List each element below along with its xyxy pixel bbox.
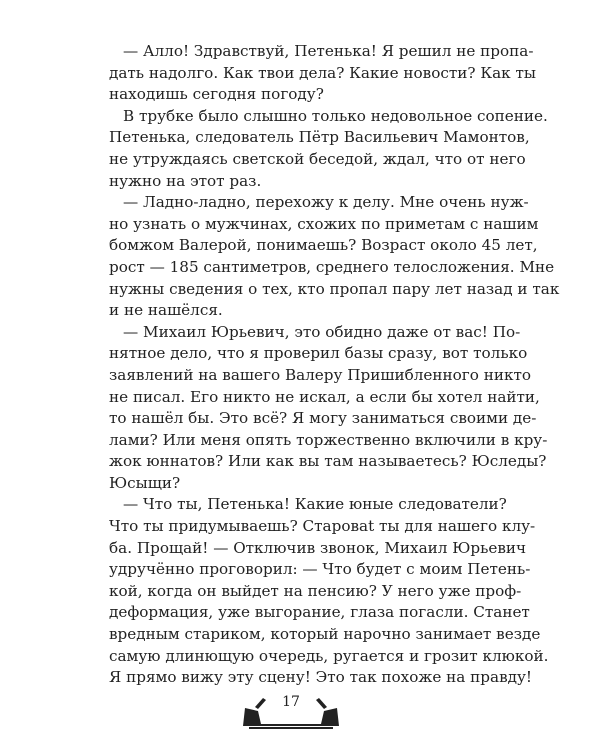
- text-line: нужно на этот раз.: [109, 171, 262, 190]
- text-line: деформация, уже выгорание, глаза погасли. Станет: [109, 603, 530, 622]
- text-line: — Алло! Здравствуй, Петенька! Я решил не пропа-: [123, 42, 534, 60]
- text-line: Что ты придумываешь? Старовat ты для нашего клу-: [109, 517, 536, 536]
- text-line: находишь сегодня погоду?: [109, 85, 324, 104]
- text-line: не писал. Его никто не искал, а если бы хотел найти,: [109, 387, 540, 406]
- text-line: бомжом Валерой, понимаешь? Возраст около 45 лет,: [109, 236, 538, 255]
- text-line: нужны сведения о тех, кто пропал пару лет назад и так: [109, 279, 560, 298]
- text-line: В трубке было слышно только недовольное сопение.: [123, 106, 548, 125]
- text-line: — Ладно-ладно, перехожу к делу. Мне очень нуж-: [123, 193, 529, 212]
- text-line: ба. Прощай! — Отключив звонок, Михаил Юрьевич: [109, 538, 527, 557]
- page-number: 17: [282, 694, 300, 710]
- text-line: не утруждаясь светской беседой, ждал, что от него: [109, 149, 526, 168]
- text-line: Петенька, следователь Пётр Васильевич Мамонтов,: [109, 128, 530, 147]
- page-footer: [241, 690, 341, 730]
- text-line: заявлений на вашего Валеру Пришибленного никто: [109, 365, 531, 384]
- text-line: — Михаил Юрьевич, это обидно даже от вас! По-: [123, 322, 521, 341]
- text-line: — Что ты, Петенька! Какие юные следователи?: [123, 495, 507, 514]
- text-line: Юсыщи?: [109, 473, 181, 492]
- text-line: самую длинющую очередь, ругается и грозит клюкой.: [109, 646, 549, 665]
- text-line: дать надолго. Как твои дела? Какие новости? Как ты: [109, 63, 536, 82]
- text-line: Я прямо вижу эту сцену! Это так похоже на правду!: [109, 668, 533, 687]
- text-line: удручённо проговорил: — Что будет с моим Петень-: [109, 560, 531, 579]
- text-line: рост — 185 сантиметров, среднего телосложения. Мне: [109, 257, 555, 276]
- text-line: жок юннатов? Или как вы там называетесь? Юследы?: [109, 452, 547, 471]
- text-line: нятное дело, что я проверил базы сразу, вот только: [109, 344, 528, 363]
- text-line: то нашёл бы. Это всё? Я могу заниматься своими де-: [109, 409, 537, 428]
- text-line: вредным стариком, который нарочно занимает везде: [109, 625, 541, 644]
- book-page-text: [109, 41, 560, 689]
- text-line: и не нашёлся.: [109, 301, 223, 320]
- text-line: но узнать о мужчинах, схожих по приметам с нашим: [109, 214, 539, 233]
- text-line: лами? Или меня опять торжественно включили в кру-: [109, 430, 548, 449]
- text-line: кой, когда он выйдет на пенсию? У него уже проф-: [109, 581, 522, 600]
